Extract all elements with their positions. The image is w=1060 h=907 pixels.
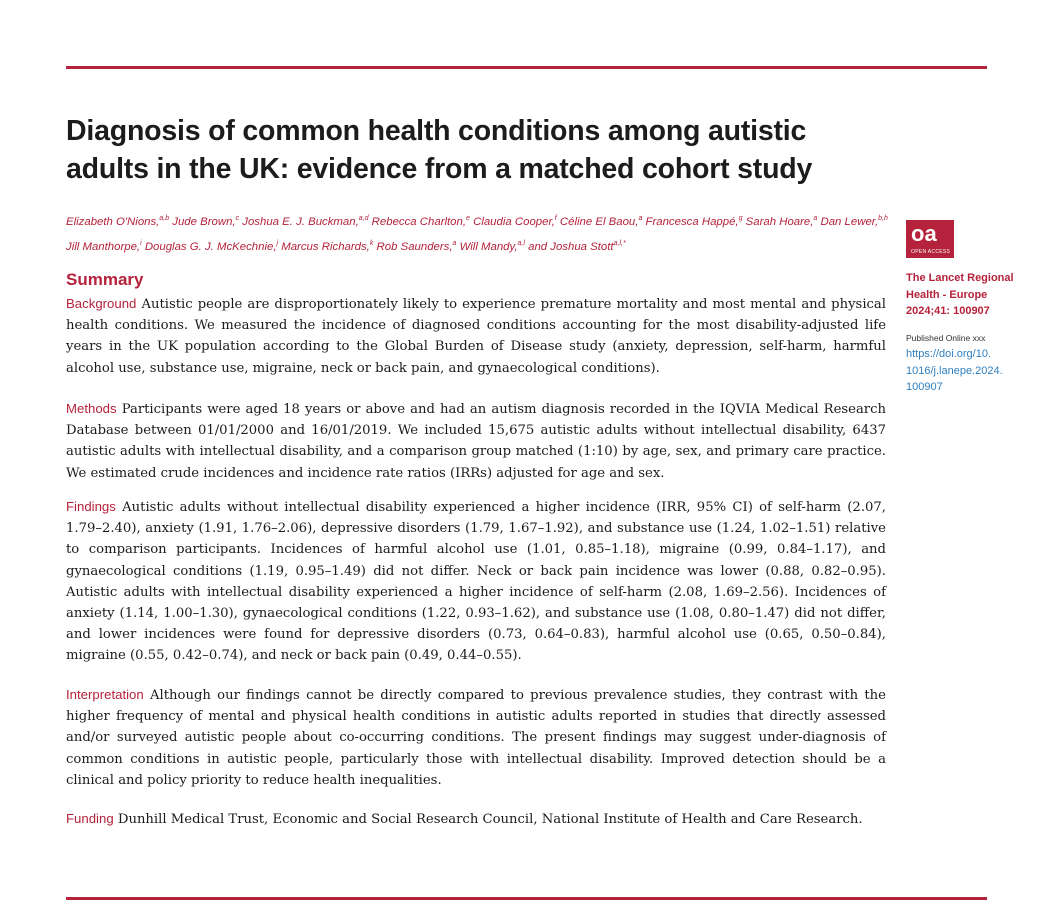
methods-text: Participants were aged 18 years or above and had an autism diagnosis recorded in the IQVIA Medical Research Database between 01/01/2000 and 16/01/2019. We included 15,675 autistic adults without intellectual disability, 6437 autistic adults with intellectual disability, and a comparison group matched (1:10) by age, sex, and primary care practice. We estimated crude incidences and incidence rate ratios (IRRs) adjusted for age and sex. — [66, 402, 886, 481]
interpretation-text: Although our findings cannot be directly compared to previous prevalence studies, they contrast with the higher frequency of mental and physical health conditions in autistic adults reported in studies that directly assessed and/or surveyed autistic people about co-occurring conditions. The present findings may suggest under-diagnosis of common conditions in autistic people, particularly those with intellectual disability. Improved detection should be a clinical and policy priority to reduce health inequalities. — [66, 688, 886, 788]
findings-label: Findings — [66, 499, 116, 514]
author-affiliation: b,h — [878, 215, 888, 222]
author — [66, 241, 142, 253]
author-affiliation: f — [554, 215, 557, 222]
top-rule — [66, 66, 987, 69]
author-name: Jude Brown, — [172, 215, 236, 228]
author-name: Elizabeth O'Nions, — [66, 215, 160, 228]
author-affiliation: j — [276, 239, 279, 247]
methods-paragraph — [66, 398, 886, 484]
author — [460, 241, 525, 253]
author — [281, 241, 373, 253]
author-name: Douglas G. J. McKechnie, — [144, 240, 277, 253]
interpretation-paragraph — [66, 684, 886, 791]
author-affiliation: a — [638, 215, 643, 222]
funding-text: Dunhill Medical Trust, Economic and Social Research Council, National Institute of Health and Care Research. — [117, 812, 863, 827]
article-title: Diagnosis of common health conditions among autistic adults in the UK: evidence from a matched cohort study — [66, 115, 813, 185]
published-online: Published Online xxx — [906, 333, 986, 343]
bottom-rule — [66, 897, 987, 900]
author-affiliation: a,b — [159, 215, 170, 222]
author-name: Joshua E. J. Buckman, — [242, 215, 359, 228]
doi-link[interactable] — [906, 346, 1046, 396]
author — [473, 216, 557, 228]
author — [821, 216, 888, 228]
author-name: Céline El Baou, — [559, 215, 639, 228]
author-affiliation: i — [140, 239, 142, 247]
author-name: Will Mandy, — [459, 240, 518, 253]
open-access-logo — [906, 220, 954, 258]
findings-paragraph — [66, 496, 886, 667]
author — [372, 216, 470, 228]
author — [66, 216, 169, 228]
background-paragraph — [66, 293, 886, 379]
author — [746, 216, 818, 228]
journal-citation — [906, 270, 1046, 320]
interpretation-label: Interpretation — [66, 687, 144, 702]
author — [172, 216, 239, 228]
author-name: Sarah Hoare, — [745, 215, 814, 228]
author-affiliation: e — [466, 215, 470, 222]
author-name: Claudia Cooper, — [473, 215, 555, 228]
author-name: Dan Lewer, — [820, 215, 879, 228]
doi-line[interactable]: 1016/j.lanepe.2024. — [906, 364, 1003, 377]
author-name: Rob Saunders, — [376, 240, 453, 253]
background-text: Autistic people are disproportionately likely to experience premature mortality and most mental and physical health conditions. We measured the incidence of diagnosed conditions accounting for the most disability-adjusted life years in the UK population according to the Global Burden of Disease study (anxiety, depression, self-harm, harmful alcohol use, substance use, migraine, neck or back pain, and gynaecological conditions). — [66, 297, 886, 376]
journal-line: Health - Europe — [906, 288, 988, 301]
author — [145, 241, 278, 253]
doi-line[interactable]: 100907 — [906, 381, 943, 393]
author-name: Rebecca Charlton, — [371, 215, 467, 228]
journal-line: The Lancet Regional — [906, 272, 1014, 284]
oa-logo-text: oa — [911, 221, 937, 246]
author — [377, 241, 457, 253]
author-affiliation: a — [813, 215, 818, 222]
funding-paragraph — [66, 808, 886, 830]
author-name: Francesca Happé, — [645, 215, 739, 228]
author — [560, 216, 642, 228]
journal-line: 2024;41: 100907 — [906, 305, 990, 317]
author-name: Jill Manthorpe, — [66, 240, 141, 253]
doi-line[interactable]: https://doi.org/10. — [906, 348, 991, 360]
author-affiliation: a,l,* — [613, 239, 626, 247]
author-affiliation: a,l — [517, 239, 525, 247]
author-affiliation: g — [738, 215, 743, 222]
author — [528, 241, 626, 253]
author-name: and Joshua Stott — [528, 240, 614, 253]
summary-heading: Summary — [66, 270, 144, 289]
author-affiliation: c — [235, 215, 240, 222]
author-affiliation: k — [369, 239, 374, 247]
funding-label: Funding — [66, 811, 114, 826]
author — [646, 216, 743, 228]
author-list — [66, 208, 888, 258]
background-label: Background — [66, 296, 137, 311]
oa-logo-subtext: OPEN ACCESS — [911, 249, 951, 255]
author-affiliation: a,d — [358, 215, 369, 222]
methods-label: Methods — [66, 401, 117, 416]
author — [242, 216, 368, 228]
author-name: Marcus Richards, — [281, 240, 370, 253]
findings-text: Autistic adults without intellectual disability experienced a higher incidence (IRR, 95% CI) of self-harm (2.07, 1.79–2.40), anxiety (1.91, 1.76–2.06), depressive disorders (1.79, 1.67–1.92), and substance use (1.24, 1.02–1.51) relative to comparison participants. Incidences of harmful alcohol use (1.01, 0.85–1.18), migraine (0.99, 0.84–1.17), and gynaecological conditions (1.19, 0.95–1.49) did not differ. Neck or back pain incidence was lower (0.88, 0.82–0.95). Autistic adults with intellectual disability experienced a higher incidence of self-harm (2.08, 1.69–2.56). Incidences of anxiety (1.14, 1.00–1.30), gynaecological conditions (1.22, 0.93–1.62), and substance use (1.08, 0.80–1.47) did not differ, and lower incidences were found for depressive disorders (0.73, 0.64–0.83), harmful alcohol use (0.65, 0.50–0.84), migraine (0.55, 0.42–0.74), and neck or back pain (0.49, 0.44–0.55). — [66, 500, 886, 664]
author-affiliation: a — [452, 239, 457, 247]
